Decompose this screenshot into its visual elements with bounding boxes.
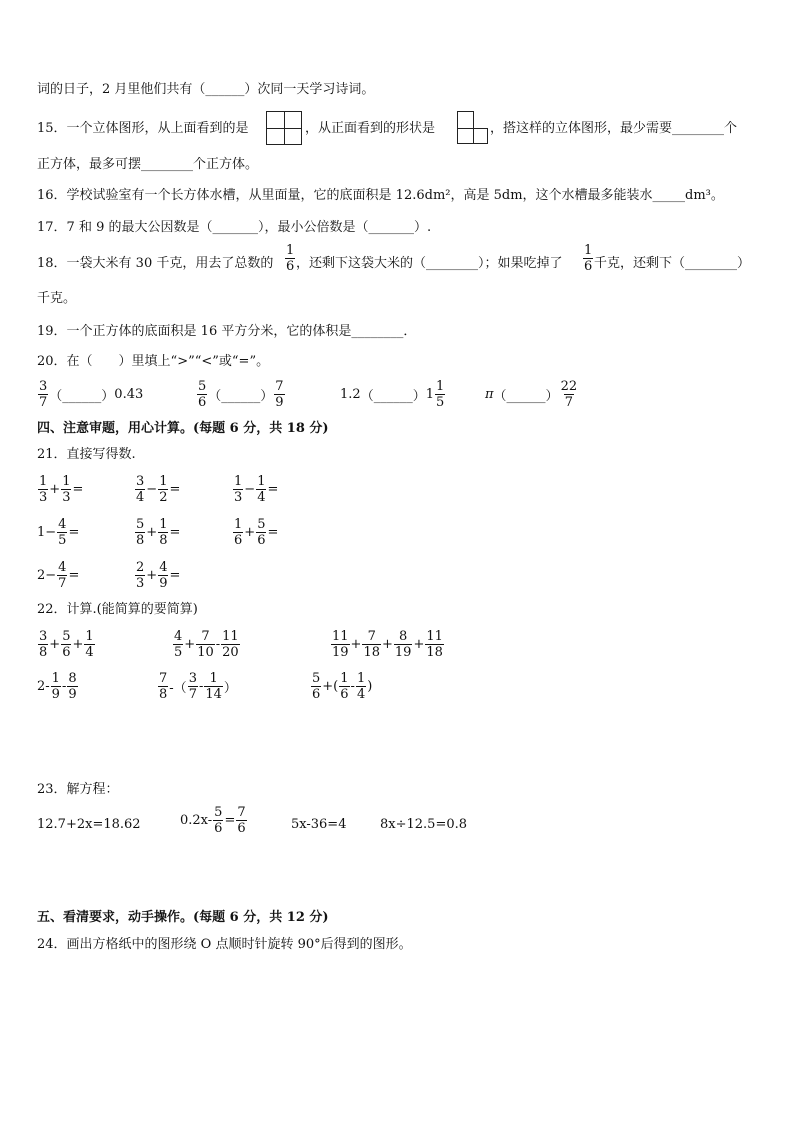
question-21-text: 21．直接写得数. [37,447,136,462]
fraction: $\frac{7}{18}$ [363,629,380,660]
fraction: $\frac{5}{8}$ [136,517,145,548]
direct-calc-item [134,474,180,505]
operator-text: − [244,482,256,497]
operator-text: + [146,568,158,583]
section-4-heading: 四、注意审题，用心计算。(每题 6 分，共 18 分) [37,421,329,436]
operator-text: - [61,679,67,694]
answer-blank[interactable]: （______） [208,389,274,404]
fraction: $\frac{4}{7}$ [58,560,67,591]
fraction: $\frac{1}{2}$ [159,474,168,505]
fraction: $\frac{11}{18}$ [426,629,443,660]
calc-expression-e3 [330,629,445,660]
fraction: $\frac{1}{4}$ [85,629,94,660]
question-16-text: 16．学校试验室有一个长方体水槽，从里面量，它的底面积是 12.6dm²，高是 5dm，这个水槽最多能装水_____dm³。 [37,188,724,203]
fraction: $\frac{1}{4}$ [356,671,366,702]
operator-text: + [72,637,84,652]
fraction: $\frac{11}{19}$ [332,629,349,660]
operator-text: = [68,568,80,583]
question-19-text: 19．一个正方体的底面积是 16 平方分米，它的体积是________． [37,324,417,339]
fraction: $\frac{4}{9}$ [159,560,168,591]
operator-text: + [49,482,61,497]
operator-text: ） [223,681,237,696]
fraction: $\frac{2}{3}$ [136,560,145,591]
fraction: $\frac{1}{3}$ [62,474,71,505]
question-17-text: 17．7 和 9 的最大公因数是（_______），最小公倍数是（_______）. [37,220,432,235]
question-23-text: 23．解方程： [37,782,119,797]
fraction: $\frac{1}{14}$ [205,671,222,702]
compare-item-a: $\frac{3}{7}$ （______） 0.43 [39,379,144,410]
operator-text: + [350,637,362,652]
question-20-text: 20．在（ ）里填上“>”“<”或“=”。 [37,354,270,369]
top-view-figure [266,111,302,145]
fraction: $\frac{5}{6}$ [312,671,321,702]
operator-text: + [184,637,196,652]
calc-expression-e4 [37,671,79,702]
operator-text: = [169,525,181,540]
fraction: $\frac{1}{6}$ [340,671,349,702]
fraction: $\frac{1}{4}$ [257,474,266,505]
question-18-text-a: 18．一袋大米有 30 千克，用去了总数的 [37,256,274,271]
calc-expression-e6 [310,671,372,702]
fraction: $\frac{7}{8}$ [159,671,168,702]
direct-calc-item [134,517,180,548]
operator-text: -（ [169,681,187,696]
operator-text: +( [322,679,339,694]
question-18-text-c: 千克，还剩下（________） [594,256,751,271]
direct-calc-item [134,560,180,591]
operator-text: + [413,637,425,652]
direct-calc-item [37,560,79,591]
fraction: $\frac{1}{3}$ [39,474,48,505]
fraction: $\frac{3}{4}$ [136,474,145,505]
operator-text: + [146,525,158,540]
operator-text: - [215,637,221,652]
direct-calc-item [37,517,79,548]
question-15-text-b: ，从正面看到的形状是 [305,121,436,136]
compare-item-c: 1.2 （______） 1 $\frac{1}{5}$ [340,379,445,410]
fraction: $\frac{8}{19}$ [394,629,412,660]
direct-calc-item [37,474,83,505]
compare-item-b: $\frac{5}{6}$ （______） $\frac{7}{9}$ [198,379,284,410]
fraction: $\frac{8}{9}$ [68,671,77,702]
operator-text: + [382,637,393,652]
fraction: $\frac{1}{6}$ [234,517,243,548]
fraction: $\frac{1}{8}$ [159,517,168,548]
operator-text: - [350,679,355,694]
question-24-text: 24．画出方格纸中的图形绕 O 点顺时针旋转 90°后得到的图形。 [37,937,412,952]
fraction: $\frac{5}{6}$ [257,517,266,548]
fraction: $\frac{4}{5}$ [174,629,183,660]
operator-text: = [267,482,279,497]
operator-text: = [267,525,279,540]
text-line-continuation: 词的日子，2 月里他们共有（______）次同一天学习诗词。 [37,82,375,97]
direct-calc-item [232,474,278,505]
section-5-heading: 五、看清要求，动手操作。(每题 6 分，共 12 分) [37,910,329,925]
operator-text: 2- [37,679,50,694]
answer-blank[interactable]: （______） [49,389,115,404]
answer-blank[interactable]: （______） [493,389,559,404]
equation-4: 8x÷12.5=0.8 [380,817,468,832]
operator-text: − [146,482,158,497]
fraction-one-sixth-kg: $\frac{1}{6}$ [584,243,593,274]
question-15-text-a: 15．一个立体图形，从上面看到的是 [37,121,249,136]
question-15-text-d: 正方体，最多可摆________个正方体。 [37,157,259,172]
operator-text: = [169,568,181,583]
fraction: $\frac{11}{20}$ [222,629,239,660]
question-22-text: 22．计算.(能简算的要简算) [37,602,198,617]
equation-1: 12.7+2x=18.62 [37,817,141,832]
operator-text: 2− [37,568,57,583]
operator-text: = [169,482,181,497]
equation-2: 0.2x- $\frac{5}{6}$ = $\frac{7}{6}$ [180,805,246,836]
calc-expression-e5 [157,671,237,702]
calc-expression-e2 [172,629,241,660]
operator-text: + [244,525,256,540]
fraction: $\frac{4}{5}$ [58,517,67,548]
question-18-text-d: 千克。 [37,291,77,306]
operator-text: + [49,637,61,652]
question-15-text-c: ，搭这样的立体图形，最少需要________个 [490,121,738,136]
question-18-text-b: ，还剩下这袋大米的（________）；如果吃掉了 [296,256,563,271]
answer-blank[interactable]: （______） [360,389,426,404]
fraction: $\frac{1}{3}$ [234,474,243,505]
operator-text: = [72,482,84,497]
fraction: $\frac{3}{8}$ [39,629,48,660]
equation-3: 5x-36=4 [291,817,347,832]
compare-item-d: π （______） $\frac{22}{7}$ [485,379,578,410]
fraction: $\frac{1}{9}$ [51,671,60,702]
fraction: $\frac{5}{6}$ [62,629,71,660]
operator-text: 1− [37,525,57,540]
fraction: $\frac{3}{7}$ [188,671,197,702]
operator-text: = [68,525,80,540]
calc-expression-e1 [37,629,96,660]
fraction: $\frac{7}{10}$ [197,629,214,660]
operator-text: ) [367,679,373,694]
front-view-figure [457,111,474,144]
fraction-one-sixth: $\frac{1}{6}$ [286,243,295,274]
operator-text: - [198,679,204,694]
direct-calc-item [232,517,278,548]
